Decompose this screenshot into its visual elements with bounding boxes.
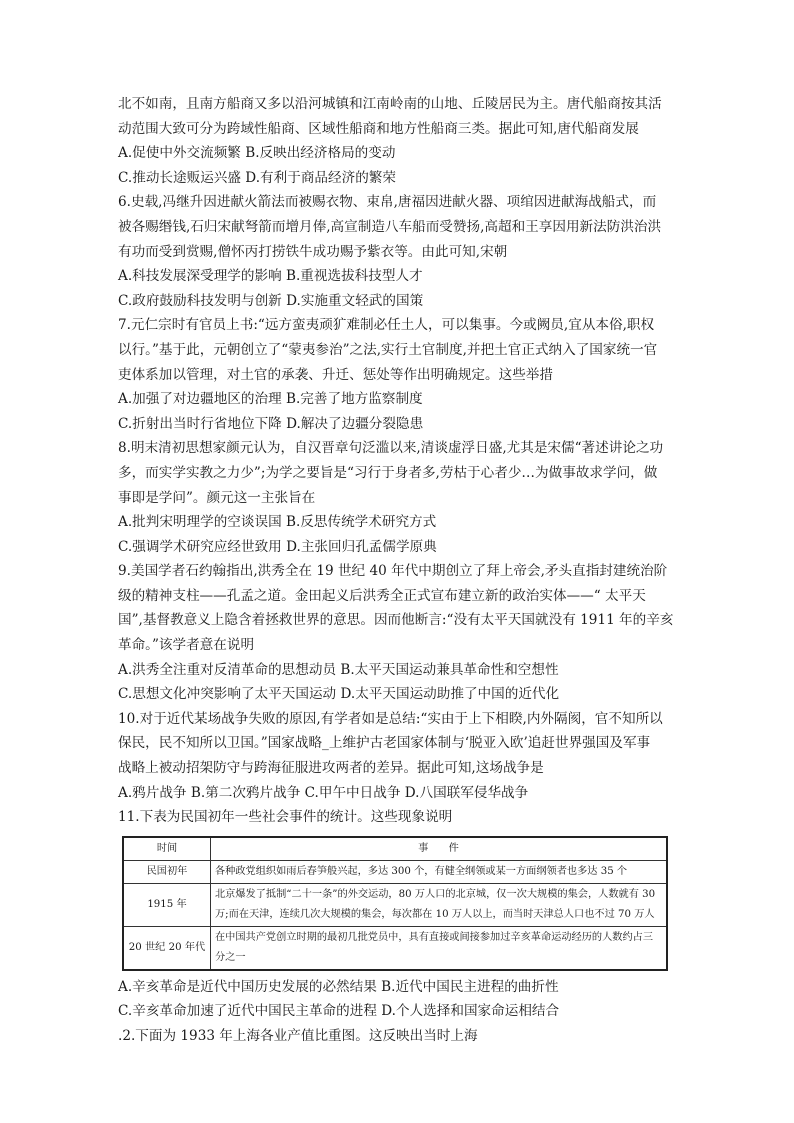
text-line: 被各赐缗钱,石归宋献弩箭而增月俸,高宣制造八车船而受赞扬,高超和王享因用新法防洪治洪: [118, 218, 662, 235]
table-cell-time: 20 世纪 20 年代: [123, 926, 211, 970]
answer-options: A.科技发展深受理学的影响 B.重视选拔科技型人才: [118, 268, 423, 285]
question-6: 6.史载,冯继升因进献火箭法而被赐衣物、束帛,唐福因进献火器、项绾因进献海战船式，而: [118, 194, 657, 211]
text-line: 以行。”基于此，元朝创立了“蒙夷参治”之法,实行土官制度,并把土官正式纳入了国家统一官: [118, 341, 658, 358]
text-line: 保民，民不知所以卫国。”国家战略_上维护古老国家体制与‘脱亚入欧’追赶世界强国及军事: [118, 735, 651, 752]
question-12: .2.下面为 1933 年上海各业产值比重图。这反映出当时上海: [118, 1028, 478, 1044]
table-cell-time: 民国初年: [123, 860, 211, 883]
answer-options: A.鸦片战争 B.第二次鸦片战争 C.甲午中日战争 D.八国联军侵华战争: [118, 784, 529, 801]
answer-options: A.批判宋明理学的空谈误国 B.反思传统学术研究方式: [118, 514, 437, 531]
text-line: 战略上被动招架防守与跨海征服进攻两者的差异。据此可知,这场战争是: [118, 760, 544, 777]
answer-options: C.推动长途贩运兴盛 D.有利于商品经济的繁荣: [118, 169, 396, 186]
answer-options: A.加强了对边疆地区的治理 B.完善了地方监察制度: [118, 391, 423, 408]
answer-options: C.政府鼓励科技发明与创新 D.实施重文轻武的国策: [118, 292, 424, 309]
question-11: 11.下表为民国初年一些社会事件的统计。这些现象说明: [118, 809, 453, 826]
text-line: 级的精神支柱——孔孟之道。金田起义后洪秀全正式宣布建立新的政治实体——“ 太平天: [118, 587, 646, 604]
table-row: [123, 860, 667, 883]
table-cell-event: 各种政党组织如雨后春笋般兴起，多达 300 个，有健全纲领或某一方面纲领者也多达 35 个: [211, 860, 668, 883]
question-9: 9.美国学者石约翰指出,洪秀全在 19 世纪 40 年代中期创立了拜上帝会,矛头直指封建统治阶: [118, 563, 668, 580]
answer-options: C.思想文化冲突影响了太平天国运动 D.太平天国运动助推了中国的近代化: [118, 686, 560, 703]
question-text: [118, 92, 678, 1049]
table-cell-time: 1915 年: [123, 883, 211, 926]
table-header-event: 事 件: [211, 837, 668, 861]
answer-options: C.折射出当时行省地位下降 D.解决了边疆分裂隐患: [118, 415, 424, 432]
text-line: 有功而受到赏赐,僧怀丙打捞铁牛成功赐予紫衣等。由此可知,宋朝: [118, 243, 508, 260]
table-row: [123, 883, 667, 926]
table-header-time: 时间: [123, 837, 211, 861]
question-8: 8.明末清初思想家颜元认为，自汉晋章句泛滥以来,清谈虚浮日盛,尤其是宋儒“著述讲论之功: [118, 440, 664, 457]
answer-options: A.促使中外交流频繁 B.反映出经济格局的变动: [118, 145, 396, 162]
answer-options: A.辛亥革命是近代中国历史发展的必然结果 B.近代中国民主进程的曲折性: [118, 978, 559, 995]
question-7: 7.元仁宗时有官员上书:“远方蛮夷顽犷难制必任土人，可以集事。今或阙员,宜从本俗,职权: [118, 317, 655, 334]
table-header-row: [123, 837, 667, 861]
text-line: 国”,基督教意义上隐含着拯救世界的意思。因而他断言:“没有太平天国就没有 1911 年的辛亥: [118, 612, 674, 629]
answer-options: C.辛亥革命加速了近代中国民主革命的进程 D.个人选择和国家命运相结合: [118, 1003, 560, 1020]
question-10: 10.对于近代某场战争失败的原因,有学者如是总结:“实由于上下相睽,内外隔阂，官不知所以: [118, 710, 663, 727]
table-cell-event: 在中国共产党创立时期的最初几批党员中，具有直接或间接参加过辛亥革命运动经历的人数约占三分之一: [211, 926, 668, 970]
answer-options: A.洪秀全注重对反清革命的思想动员 B.太平天国运动兼具革命性和空想性: [118, 661, 559, 678]
answer-options: C.强调学术研究应经世致用 D.主张回归孔孟儒学原典: [118, 538, 437, 555]
text-line: 多，而实学实教之力少”;为学之要旨是“习行于身者多,劳枯于心者少…为做事故求学问，做: [118, 464, 658, 481]
text-line: 革命。”该学者意在说明: [118, 637, 255, 654]
table-row: [123, 926, 667, 970]
text-line: 北不如南，且南方船商又多以沿河城镇和江南岭南的山地、丘陵居民为主。唐代船商按其活: [118, 96, 662, 112]
text-line: 动范围大致可分为跨域性船商、区域性船商和地方性船商三类。据此可知,唐代船商发展: [118, 120, 639, 137]
table-cell-event: 北京爆发了抵制“二十一条”的外交运动，80 万人口的北京城，仅一次大规模的集会，人数就有 30 万;而在天津，连续几次大规模的集会，每次都在 10 万人以上，而当时天津总人口也不过 70 万人: [211, 883, 668, 926]
text-line: 事即是学问”。颜元这一主张旨在: [118, 489, 316, 506]
text-line: 吏体系加以管理，对土官的承袭、升迁、惩处等作出明确规定。这些举措: [118, 366, 553, 383]
events-table: [122, 836, 668, 971]
